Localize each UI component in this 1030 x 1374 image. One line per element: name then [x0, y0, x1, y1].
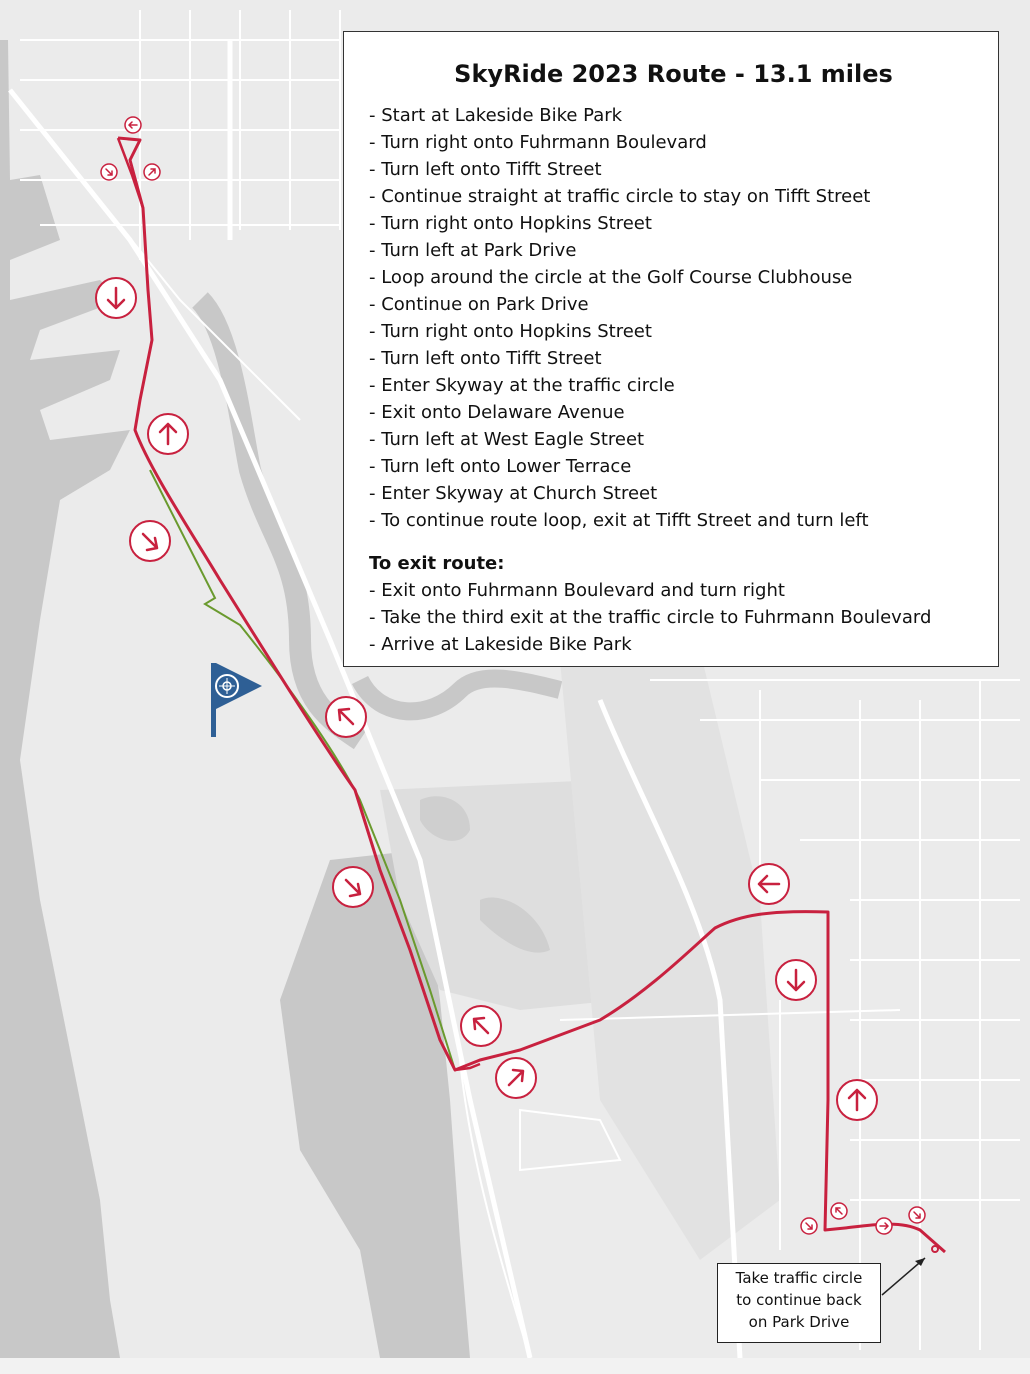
- route-step: - Turn right onto Fuhrmann Boulevard: [369, 129, 978, 156]
- route-step: - Turn right onto Hopkins Street: [369, 210, 978, 237]
- route-step: - Enter Skyway at the traffic circle: [369, 372, 978, 399]
- route-step: - Start at Lakeside Bike Park: [369, 102, 978, 129]
- exit-step: - Exit onto Fuhrmann Boulevard and turn right: [369, 577, 978, 604]
- exit-step: - Take the third exit at the traffic circle to Fuhrmann Boulevard: [369, 604, 978, 631]
- route-title: SkyRide 2023 Route - 13.1 miles: [454, 60, 893, 88]
- route-step: - Turn left onto Tifft Street: [369, 156, 978, 183]
- route-step: - Continue on Park Drive: [369, 291, 978, 318]
- route-legend: [343, 31, 999, 667]
- route-step: - Loop around the circle at the Golf Course Clubhouse: [369, 264, 978, 291]
- route-step: - Enter Skyway at Church Street: [369, 480, 978, 507]
- route-step: - Turn left at West Eagle Street: [369, 426, 978, 453]
- route-step: - Turn left at Park Drive: [369, 237, 978, 264]
- callout-line: to continue back: [736, 1291, 862, 1309]
- route-step: - Turn left onto Lower Terrace: [369, 453, 978, 480]
- exit-steps-list: [369, 577, 978, 658]
- route-step: - Turn left onto Tifft Street: [369, 345, 978, 372]
- exit-route-heading: To exit route:: [369, 553, 505, 574]
- callout-line: on Park Drive: [748, 1313, 850, 1331]
- callout-line: Take traffic circle: [735, 1269, 863, 1287]
- exit-step: - Arrive at Lakeside Bike Park: [369, 631, 978, 658]
- route-step: - To continue route loop, exit at Tifft Street and turn left: [369, 507, 978, 534]
- route-step: - Exit onto Delaware Avenue: [369, 399, 978, 426]
- route-steps-list: [369, 102, 978, 534]
- page-bottom-strip: [0, 1358, 1030, 1374]
- route-step: - Turn right onto Hopkins Street: [369, 318, 978, 345]
- traffic-circle-callout: [717, 1263, 881, 1343]
- route-step: - Continue straight at traffic circle to stay on Tifft Street: [369, 183, 978, 210]
